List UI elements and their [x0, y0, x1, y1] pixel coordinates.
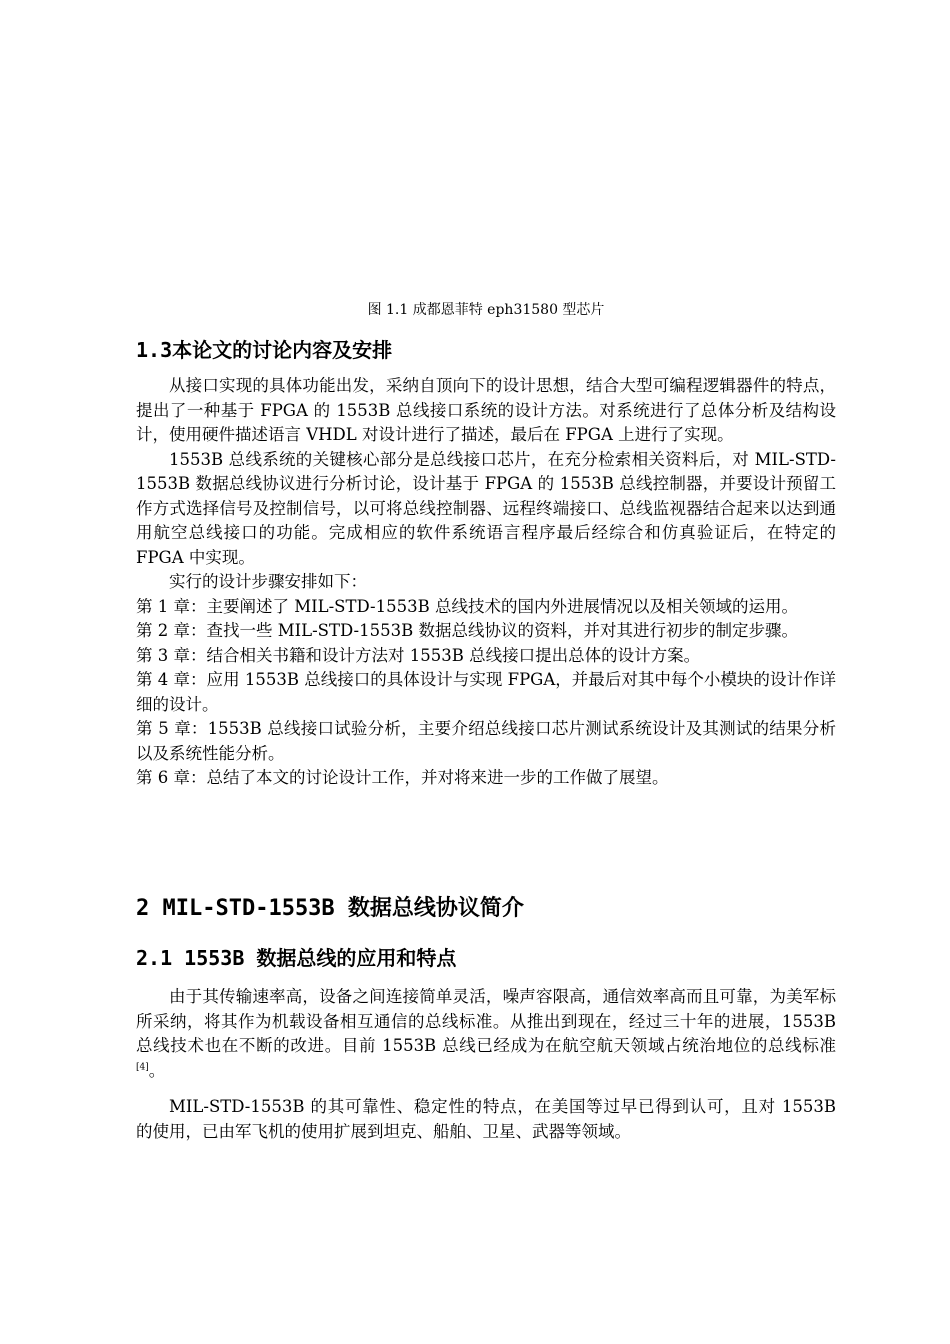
paragraph: MIL-STD-1553B 的其可靠性、稳定性的特点，在美国等过早已得到认可，且对 1553B 的使用，已由军飞机的使用扩展到坦克、船舶、卫星、武器等领域。 — [136, 1097, 836, 1141]
section-2-1-body — [136, 985, 836, 1144]
paragraph: 从接口实现的具体功能出发，采纳自顶向下的设计思想，结合大型可编程逻辑器件的特点，提出了一种基于 FPGA 的 1553B 总线接口系统的设计方法。对系统进行了总体分析及结构设计，使用硬件描述语言 VHDL 对设计进行了描述，最后在 FPGA 上进行了实现。 — [136, 376, 836, 444]
chapter-2-heading: 2 MIL-STD-1553B 数据总线协议简介 — [136, 896, 524, 921]
paragraph — [136, 985, 836, 1083]
chapter-item: 第 2 章：查找一些 MIL-STD-1553B 数据总线协议的资料，并对其进行初步的制定步骤。 — [136, 621, 798, 640]
chapter-item: 第 6 章：总结了本文的讨论设计工作，并对将来进一步的工作做了展望。 — [136, 768, 669, 787]
section-2-1-heading: 2.1 1553B 数据总线的应用和特点 — [136, 946, 457, 970]
section-1-3-body — [136, 374, 836, 791]
paragraph: 1553B 总线系统的关键核心部分是总线接口芯片，在充分检索相关资料后，对 MIL-STD-1553B 数据总线协议进行分析讨论，设计基于 FPGA 的 1553B 总线控制器，并要设计预留工作方式选择信号及控制信号，以可将总线控制器、远程终端接口、总线监视器结合起来以达到通用航空总线接口的功能。完成相应的软件系统语言程序最后经综合和仿真验证后，在特定的 FPGA 中实现。 — [136, 449, 836, 567]
paragraph-end: 。 — [148, 1060, 166, 1080]
paragraph: 实行的设计步骤安排如下： — [169, 572, 367, 591]
paragraph-text: 由于其传输速率高，设备之间连接简单灵活，噪声容限高，通信效率高而且可靠，为美军标所采纳，将其作为机载设备相互通信的总线标准。从推出到现在，经过三十年的进展，1553B 总线技术也在不断的改进。目前 1553B 总线已经成为在航空航天领域占统治地位的总线标准 — [136, 987, 836, 1055]
section-1-3-heading: 1.3本论文的讨论内容及安排 — [136, 338, 393, 362]
figure-caption: 图 1.1 成都恩菲特 eph31580 型芯片 — [367, 302, 605, 318]
citation: [4] — [136, 1062, 149, 1072]
chapter-item: 第 1 章：主要阐述了 MIL-STD-1553B 总线技术的国内外进展情况以及相关领域的运用。 — [136, 596, 798, 616]
chapter-item: 第 3 章：结合相关书籍和设计方法对 1553B 总线接口提出总体的设计方案。 — [136, 645, 701, 665]
chapter-item: 第 4 章：应用 1553B 总线接口的具体设计与实现 FPGA，并最后对其中每个小模块的设计作详细的设计。 — [136, 670, 836, 714]
chapter-item: 第 5 章：1553B 总线接口试验分析，主要介绍总线接口芯片测试系统设计及其测试的结果分析以及系统性能分析。 — [136, 719, 836, 763]
